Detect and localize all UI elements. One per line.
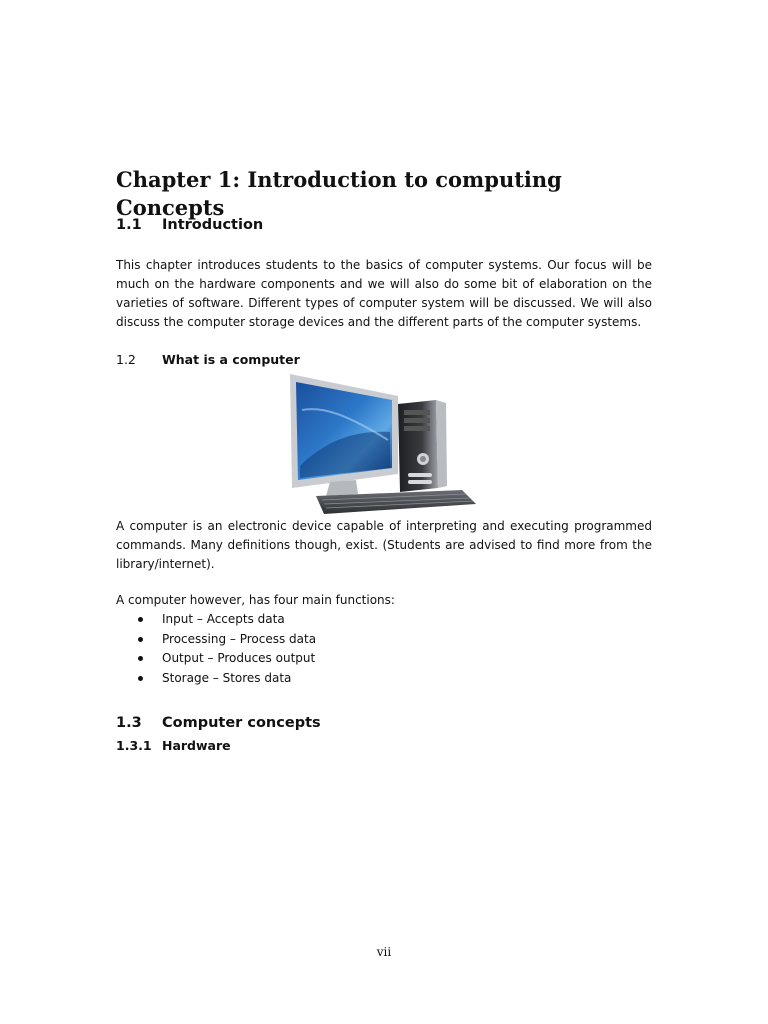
bullet-icon xyxy=(138,637,143,642)
definition-paragraph: A computer is an electronic device capable of interpreting and executing programmed commands. Many definitions though, exist. (Students are advised to find more from the library/internet). xyxy=(116,519,652,571)
list-item-text: Processing – Process data xyxy=(162,631,317,646)
list-item-text: Input – Accepts data xyxy=(162,612,285,626)
section-heading-what-is-a-computer xyxy=(116,351,300,369)
section-number: 1.3 xyxy=(116,715,142,731)
section-title: What is a computer xyxy=(162,352,300,367)
list-item-text: Storage – Stores data xyxy=(162,670,292,685)
page-number: vii xyxy=(376,945,392,959)
intro-paragraph: This chapter introduces students to the basics of computer systems. Our focus will be much on the hardware components and we will also do some bit of elaboration on the varieties of software. Different types of computer system will be discussed. We will also discuss the computer storage devices and the different parts of the computer systems. xyxy=(116,258,652,329)
section-title: Hardware xyxy=(162,738,231,753)
section-heading-computer-concepts xyxy=(116,713,321,733)
section-number: 1.1 xyxy=(116,217,142,233)
functions-lead-paragraph: A computer however, has four main functions: xyxy=(116,593,395,607)
bullet-icon xyxy=(138,676,143,681)
section-title: Introduction xyxy=(162,217,264,233)
list-item xyxy=(116,649,516,669)
subsection-heading-hardware xyxy=(116,737,231,755)
bullet-icon xyxy=(138,617,143,622)
section-title: Computer concepts xyxy=(162,715,321,731)
list-item xyxy=(116,630,516,650)
list-item-text: Output – Produces output xyxy=(162,651,316,665)
list-item xyxy=(116,610,516,630)
section-number: 1.2 xyxy=(116,352,136,367)
functions-list xyxy=(116,610,516,688)
list-item xyxy=(116,669,516,689)
desktop-computer-illustration xyxy=(286,370,482,518)
section-heading-introduction xyxy=(116,215,263,235)
bullet-icon xyxy=(138,656,143,661)
section-number: 1.3.1 xyxy=(116,738,152,753)
chapter-title: Chapter 1: Introduction to computing Concepts xyxy=(116,167,562,220)
